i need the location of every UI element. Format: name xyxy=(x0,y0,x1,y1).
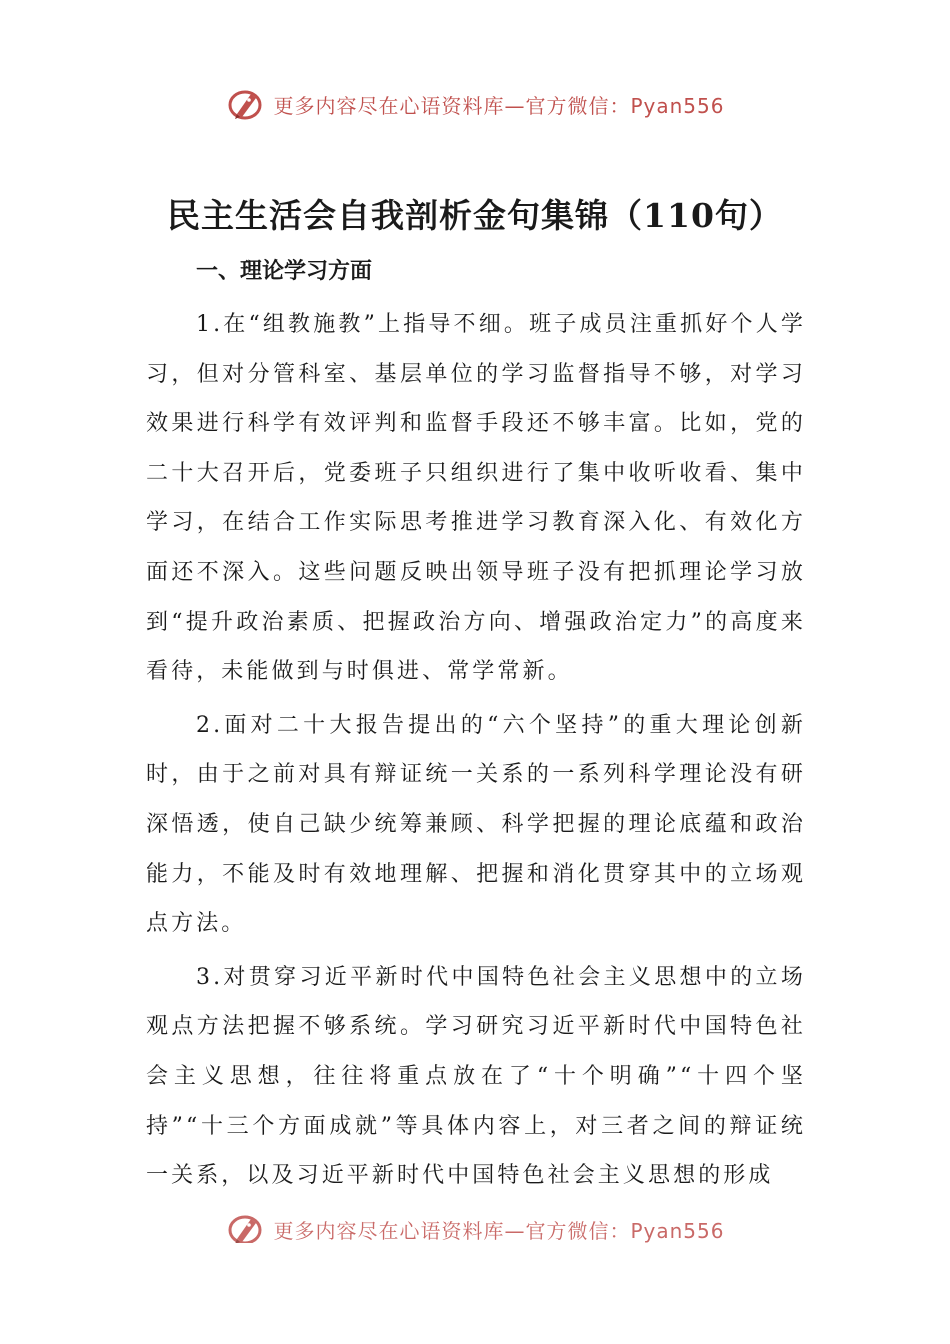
paragraph-2: 2.面对二十大报告提出的“六个坚持”的重大理论创新时，由于之前对具有辩证统一关系的一系列科学理论没有研深悟透，使自己缺少统筹兼顾、科学把握的理论底蕴和政治能力，不能及时有效地理解、把握和消化贯穿其中的立场观点方法。 xyxy=(146,712,806,937)
document-title: 民主生活会自我剖析金句集锦（110句） xyxy=(167,196,783,235)
pen-nib-logo-icon xyxy=(225,86,265,122)
footer-banner-text: 更多内容尽在心语资料库—官方微信：Pyan556 xyxy=(273,1218,725,1243)
section-heading: 一、理论学习方面 xyxy=(196,259,373,284)
header-banner xyxy=(0,84,950,124)
paragraph-3: 3.对贯穿习近平新时代中国特色社会主义思想中的立场观点方法把握不够系统。学习研究习近平新时代中国特色社会主义思想，往往将重点放在了“十个明确”“十四个坚持”“十三个方面成就”等具体内容上，对三者之间的辩证统一关系，以及习近平新时代中国特色社会主义思想的形成 xyxy=(146,964,806,1189)
header-banner-text: 更多内容尽在心语资料库—官方微信：Pyan556 xyxy=(273,93,725,118)
paragraph-1: 1.在“组教施教”上指导不细。班子成员注重抓好个人学习，但对分管科室、基层单位的学习监督指导不够，对学习效果进行科学有效评判和监督手段还不够丰富。比如，党的二十大召开后，党委班子只组织进行了集中收听收看、集中学习，在结合工作实际思考推进学习教育深入化、有效化方面还不深入。这些问题反映出领导班子没有把抓理论学习放到“提升政治素质、把握政治方向、增强政治定力”的高度来看待，未能做到与时俱进、常学常新。 xyxy=(146,312,806,685)
document-body xyxy=(146,300,806,1201)
pen-nib-logo-icon xyxy=(225,1211,265,1243)
footer-banner xyxy=(0,1203,950,1243)
